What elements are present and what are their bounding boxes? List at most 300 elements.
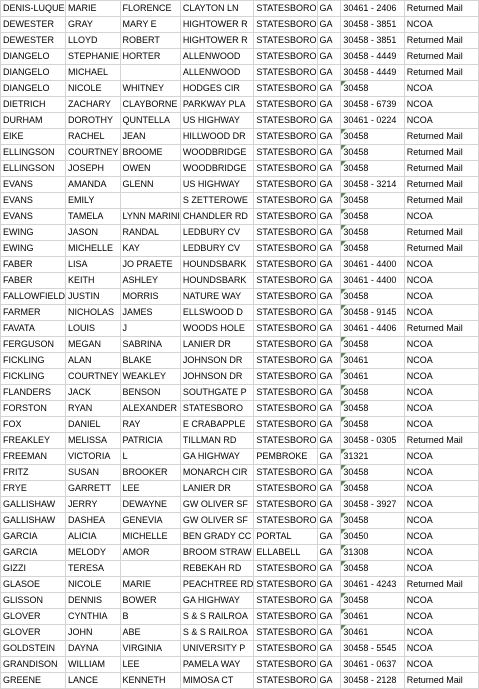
cell-zip[interactable]: 30458 — [341, 337, 404, 353]
cell-zip[interactable]: 30458 - 3851 — [341, 33, 404, 49]
cell-reason[interactable]: NCOA — [404, 657, 478, 673]
cell-state[interactable]: GA — [317, 625, 341, 641]
cell-city[interactable]: STATESBORO — [254, 401, 317, 417]
cell-first-name[interactable]: MARIE — [66, 1, 120, 17]
cell-street[interactable]: UNIVERSITY P — [180, 641, 254, 657]
cell-zip[interactable]: 30461 - 4406 — [341, 321, 404, 337]
cell-zip[interactable]: 30458 — [341, 417, 404, 433]
cell-middle-name[interactable]: MICHELLE — [120, 529, 180, 545]
cell-state[interactable]: GA — [317, 433, 341, 449]
cell-city[interactable]: STATESBORO — [254, 129, 317, 145]
cell-reason[interactable]: Returned Mail — [404, 177, 478, 193]
cell-reason[interactable]: Returned Mail — [404, 49, 478, 65]
cell-last-name[interactable]: GLISSON — [1, 593, 66, 609]
cell-street[interactable]: GW OLIVER SF — [180, 497, 254, 513]
cell-last-name[interactable]: GOLDSTEIN — [1, 641, 66, 657]
cell-middle-name[interactable]: VIRGINIA — [120, 641, 180, 657]
cell-street[interactable]: S & S RAILROA — [180, 609, 254, 625]
cell-last-name[interactable]: GRANDISON — [1, 657, 66, 673]
cell-zip[interactable]: 30458 — [341, 561, 404, 577]
cell-first-name[interactable]: MICHAEL — [66, 65, 120, 81]
cell-city[interactable]: STATESBORO — [254, 177, 317, 193]
cell-middle-name[interactable]: B — [120, 609, 180, 625]
cell-street[interactable]: MONARCH CIR — [180, 465, 254, 481]
cell-reason[interactable]: Returned Mail — [404, 145, 478, 161]
cell-middle-name[interactable]: BROOME — [120, 145, 180, 161]
cell-zip[interactable]: 31308 — [341, 545, 404, 561]
cell-city[interactable]: STATESBORO — [254, 1, 317, 17]
cell-first-name[interactable]: TERESA — [66, 561, 120, 577]
cell-middle-name[interactable]: L — [120, 449, 180, 465]
cell-state[interactable]: GA — [317, 97, 341, 113]
cell-last-name[interactable]: FALLOWFIELD — [1, 289, 66, 305]
cell-middle-name[interactable]: PATRICIA — [120, 433, 180, 449]
cell-state[interactable]: GA — [317, 641, 341, 657]
cell-reason[interactable]: NCOA — [404, 369, 478, 385]
cell-reason[interactable]: NCOA — [404, 81, 478, 97]
cell-street[interactable]: HOUNDSBARK — [180, 273, 254, 289]
cell-street[interactable]: LEDBURY CV — [180, 225, 254, 241]
cell-zip[interactable]: 30458 - 3214 — [341, 177, 404, 193]
cell-street[interactable]: US HIGHWAY — [180, 113, 254, 129]
cell-city[interactable]: STATESBORO — [254, 369, 317, 385]
cell-first-name[interactable]: VICTORIA — [66, 449, 120, 465]
cell-street[interactable]: US HIGHWAY — [180, 177, 254, 193]
cell-first-name[interactable]: ALICIA — [66, 529, 120, 545]
cell-last-name[interactable]: FARMER — [1, 305, 66, 321]
cell-state[interactable]: GA — [317, 113, 341, 129]
cell-last-name[interactable]: FOX — [1, 417, 66, 433]
cell-reason[interactable]: NCOA — [404, 273, 478, 289]
cell-street[interactable]: REBEKAH RD — [180, 561, 254, 577]
cell-middle-name[interactable]: GLENN — [120, 177, 180, 193]
cell-zip[interactable]: 30450 — [341, 529, 404, 545]
cell-street[interactable]: ELLSWOOD D — [180, 305, 254, 321]
cell-zip[interactable]: 30458 — [341, 225, 404, 241]
cell-state[interactable]: GA — [317, 257, 341, 273]
cell-middle-name[interactable]: KENNETH — [120, 673, 180, 689]
cell-reason[interactable]: Returned Mail — [404, 1, 478, 17]
cell-last-name[interactable]: FLANDERS — [1, 385, 66, 401]
cell-state[interactable]: GA — [317, 305, 341, 321]
cell-state[interactable]: GA — [317, 193, 341, 209]
cell-zip[interactable]: 30461 - 4400 — [341, 273, 404, 289]
cell-zip[interactable]: 30461 - 4243 — [341, 577, 404, 593]
cell-last-name[interactable]: ELLINGSON — [1, 161, 66, 177]
cell-first-name[interactable]: WILLIAM — [66, 657, 120, 673]
cell-street[interactable]: BROOM STRAW — [180, 545, 254, 561]
cell-zip[interactable]: 30458 — [341, 193, 404, 209]
cell-state[interactable]: GA — [317, 449, 341, 465]
cell-reason[interactable]: Returned Mail — [404, 577, 478, 593]
cell-street[interactable]: GA HIGHWAY — [180, 593, 254, 609]
cell-state[interactable]: GA — [317, 145, 341, 161]
cell-reason[interactable]: NCOA — [404, 257, 478, 273]
cell-reason[interactable]: Returned Mail — [404, 673, 478, 689]
cell-first-name[interactable]: MELISSA — [66, 433, 120, 449]
cell-zip[interactable]: 30458 - 3927 — [341, 497, 404, 513]
cell-reason[interactable]: Returned Mail — [404, 161, 478, 177]
cell-state[interactable]: GA — [317, 81, 341, 97]
cell-last-name[interactable]: ELLINGSON — [1, 145, 66, 161]
cell-reason[interactable]: Returned Mail — [404, 225, 478, 241]
cell-street[interactable]: PAMELA WAY — [180, 657, 254, 673]
cell-city[interactable]: STATESBORO — [254, 209, 317, 225]
cell-first-name[interactable]: LOUIS — [66, 321, 120, 337]
cell-street[interactable]: PEACHTREE RD — [180, 577, 254, 593]
cell-last-name[interactable]: GALLISHAW — [1, 497, 66, 513]
cell-first-name[interactable]: AMANDA — [66, 177, 120, 193]
cell-city[interactable]: STATESBORO — [254, 241, 317, 257]
cell-city[interactable]: STATESBORO — [254, 577, 317, 593]
cell-reason[interactable]: NCOA — [404, 417, 478, 433]
cell-reason[interactable]: NCOA — [404, 641, 478, 657]
cell-last-name[interactable]: GALLISHAW — [1, 513, 66, 529]
cell-last-name[interactable]: DENIS-LUQUE — [1, 1, 66, 17]
cell-state[interactable]: GA — [317, 225, 341, 241]
cell-last-name[interactable]: FREAKLEY — [1, 433, 66, 449]
cell-state[interactable]: GA — [317, 209, 341, 225]
cell-state[interactable]: GA — [317, 321, 341, 337]
cell-middle-name[interactable]: GENEVIA — [120, 513, 180, 529]
cell-zip[interactable]: 30458 — [341, 513, 404, 529]
cell-city[interactable]: STATESBORO — [254, 513, 317, 529]
cell-city[interactable]: STATESBORO — [254, 49, 317, 65]
cell-street[interactable]: ALLENWOOD — [180, 49, 254, 65]
cell-first-name[interactable]: JOSEPH — [66, 161, 120, 177]
cell-reason[interactable]: NCOA — [404, 465, 478, 481]
cell-street[interactable]: JOHNSON DR — [180, 353, 254, 369]
cell-state[interactable]: GA — [317, 401, 341, 417]
cell-street[interactable]: S & S RAILROA — [180, 625, 254, 641]
cell-last-name[interactable]: EVANS — [1, 209, 66, 225]
cell-first-name[interactable]: DOROTHY — [66, 113, 120, 129]
cell-last-name[interactable]: FICKLING — [1, 369, 66, 385]
cell-last-name[interactable]: FERGUSON — [1, 337, 66, 353]
cell-middle-name[interactable]: ROBERT — [120, 33, 180, 49]
cell-reason[interactable]: NCOA — [404, 481, 478, 497]
cell-zip[interactable]: 30458 — [341, 129, 404, 145]
cell-middle-name[interactable] — [120, 65, 180, 81]
cell-city[interactable]: STATESBORO — [254, 497, 317, 513]
cell-zip[interactable]: 30458 — [341, 241, 404, 257]
cell-city[interactable]: STATESBORO — [254, 273, 317, 289]
cell-middle-name[interactable]: ALEXANDER — [120, 401, 180, 417]
cell-city[interactable]: STATESBORO — [254, 593, 317, 609]
cell-state[interactable]: GA — [317, 465, 341, 481]
cell-first-name[interactable]: KEITH — [66, 273, 120, 289]
cell-reason[interactable]: NCOA — [404, 529, 478, 545]
cell-middle-name[interactable]: AMOR — [120, 545, 180, 561]
cell-zip[interactable]: 30458 — [341, 81, 404, 97]
cell-reason[interactable]: NCOA — [404, 561, 478, 577]
cell-zip[interactable]: 30458 — [341, 161, 404, 177]
cell-city[interactable]: STATESBORO — [254, 289, 317, 305]
cell-last-name[interactable]: FORSTON — [1, 401, 66, 417]
cell-first-name[interactable]: DENNIS — [66, 593, 120, 609]
cell-zip[interactable]: 30458 — [341, 401, 404, 417]
cell-middle-name[interactable]: MARY E — [120, 17, 180, 33]
cell-last-name[interactable]: DURHAM — [1, 113, 66, 129]
cell-last-name[interactable]: FRITZ — [1, 465, 66, 481]
cell-city[interactable]: STATESBORO — [254, 673, 317, 689]
cell-reason[interactable]: Returned Mail — [404, 65, 478, 81]
cell-zip[interactable]: 30458 - 5545 — [341, 641, 404, 657]
cell-middle-name[interactable]: MARIE — [120, 577, 180, 593]
cell-city[interactable]: STATESBORO — [254, 465, 317, 481]
cell-reason[interactable]: NCOA — [404, 113, 478, 129]
cell-street[interactable]: CLAYTON LN — [180, 1, 254, 17]
cell-street[interactable]: STATESBORO — [180, 401, 254, 417]
cell-zip[interactable]: 30461 — [341, 369, 404, 385]
cell-last-name[interactable]: FREEMAN — [1, 449, 66, 465]
cell-first-name[interactable]: MICHELLE — [66, 241, 120, 257]
cell-state[interactable]: GA — [317, 657, 341, 673]
cell-state[interactable]: GA — [317, 161, 341, 177]
cell-last-name[interactable]: DIANGELO — [1, 49, 66, 65]
cell-zip[interactable]: 30458 - 3851 — [341, 17, 404, 33]
cell-street[interactable]: ALLENWOOD — [180, 65, 254, 81]
cell-last-name[interactable]: GREENE — [1, 673, 66, 689]
cell-zip[interactable]: 30461 — [341, 609, 404, 625]
cell-state[interactable]: GA — [317, 353, 341, 369]
cell-middle-name[interactable] — [120, 193, 180, 209]
cell-city[interactable]: STATESBORO — [254, 433, 317, 449]
cell-first-name[interactable]: SUSAN — [66, 465, 120, 481]
cell-city[interactable]: STATESBORO — [254, 609, 317, 625]
cell-first-name[interactable]: DASHEA — [66, 513, 120, 529]
cell-zip[interactable]: 30458 — [341, 593, 404, 609]
cell-last-name[interactable]: FAVATA — [1, 321, 66, 337]
cell-reason[interactable]: NCOA — [404, 513, 478, 529]
cell-street[interactable]: GW OLIVER SF — [180, 513, 254, 529]
cell-state[interactable]: GA — [317, 17, 341, 33]
cell-middle-name[interactable]: KAY — [120, 241, 180, 257]
cell-reason[interactable]: NCOA — [404, 353, 478, 369]
cell-reason[interactable]: NCOA — [404, 385, 478, 401]
cell-last-name[interactable]: GLOVER — [1, 609, 66, 625]
cell-state[interactable]: GA — [317, 593, 341, 609]
cell-reason[interactable]: NCOA — [404, 337, 478, 353]
cell-city[interactable]: STATESBORO — [254, 625, 317, 641]
cell-state[interactable]: GA — [317, 337, 341, 353]
cell-middle-name[interactable]: JO PRAETE — [120, 257, 180, 273]
cell-zip[interactable]: 30458 — [341, 289, 404, 305]
cell-city[interactable]: STATESBORO — [254, 305, 317, 321]
cell-city[interactable]: STATESBORO — [254, 161, 317, 177]
cell-state[interactable]: GA — [317, 673, 341, 689]
cell-last-name[interactable]: GIZZI — [1, 561, 66, 577]
cell-city[interactable]: STATESBORO — [254, 353, 317, 369]
cell-last-name[interactable]: EVANS — [1, 193, 66, 209]
cell-city[interactable]: STATESBORO — [254, 385, 317, 401]
cell-middle-name[interactable]: QUNTELLA — [120, 113, 180, 129]
cell-state[interactable]: GA — [317, 177, 341, 193]
cell-city[interactable]: STATESBORO — [254, 145, 317, 161]
cell-reason[interactable]: Returned Mail — [404, 241, 478, 257]
cell-zip[interactable]: 30458 - 0305 — [341, 433, 404, 449]
cell-middle-name[interactable]: HORTER — [120, 49, 180, 65]
cell-street[interactable]: WOODBRIDGE — [180, 161, 254, 177]
cell-last-name[interactable]: GLASOE — [1, 577, 66, 593]
cell-first-name[interactable]: EMILY — [66, 193, 120, 209]
cell-middle-name[interactable]: RAY — [120, 417, 180, 433]
cell-state[interactable]: GA — [317, 545, 341, 561]
cell-middle-name[interactable]: ABE — [120, 625, 180, 641]
cell-reason[interactable]: NCOA — [404, 497, 478, 513]
cell-middle-name[interactable]: J — [120, 321, 180, 337]
cell-first-name[interactable]: JUSTIN — [66, 289, 120, 305]
cell-first-name[interactable]: NICOLE — [66, 81, 120, 97]
cell-street[interactable]: HILLWOOD DR — [180, 129, 254, 145]
cell-zip[interactable]: 30458 — [341, 481, 404, 497]
cell-city[interactable]: PEMBROKE — [254, 449, 317, 465]
cell-middle-name[interactable]: JEAN — [120, 129, 180, 145]
cell-last-name[interactable]: DIETRICH — [1, 97, 66, 113]
cell-middle-name[interactable]: LEE — [120, 481, 180, 497]
cell-street[interactable]: HIGHTOWER R — [180, 17, 254, 33]
cell-street[interactable]: GA HIGHWAY — [180, 449, 254, 465]
cell-city[interactable]: STATESBORO — [254, 17, 317, 33]
cell-reason[interactable]: NCOA — [404, 97, 478, 113]
cell-city[interactable]: STATESBORO — [254, 97, 317, 113]
cell-middle-name[interactable]: JAMES — [120, 305, 180, 321]
cell-last-name[interactable]: FABER — [1, 273, 66, 289]
cell-middle-name[interactable]: ASHLEY — [120, 273, 180, 289]
cell-state[interactable]: GA — [317, 561, 341, 577]
cell-street[interactable]: HODGES CIR — [180, 81, 254, 97]
cell-reason[interactable]: NCOA — [404, 609, 478, 625]
cell-street[interactable]: S ZETTEROWE — [180, 193, 254, 209]
cell-reason[interactable]: Returned Mail — [404, 193, 478, 209]
cell-reason[interactable]: NCOA — [404, 593, 478, 609]
cell-first-name[interactable]: COURTNEY — [66, 145, 120, 161]
cell-last-name[interactable]: DEWESTER — [1, 17, 66, 33]
cell-first-name[interactable]: DAYNA — [66, 641, 120, 657]
cell-reason[interactable]: NCOA — [404, 449, 478, 465]
cell-first-name[interactable]: RYAN — [66, 401, 120, 417]
cell-state[interactable]: GA — [317, 513, 341, 529]
cell-street[interactable]: JOHNSON DR — [180, 369, 254, 385]
cell-street[interactable]: HIGHTOWER R — [180, 33, 254, 49]
cell-state[interactable]: GA — [317, 49, 341, 65]
cell-state[interactable]: GA — [317, 529, 341, 545]
cell-street[interactable]: BEN GRADY CC — [180, 529, 254, 545]
cell-first-name[interactable]: LLOYD — [66, 33, 120, 49]
cell-state[interactable]: GA — [317, 129, 341, 145]
cell-zip[interactable]: 30458 - 4449 — [341, 49, 404, 65]
cell-city[interactable]: STATESBORO — [254, 113, 317, 129]
cell-last-name[interactable]: EWING — [1, 225, 66, 241]
cell-last-name[interactable]: GARCIA — [1, 545, 66, 561]
cell-city[interactable]: STATESBORO — [254, 65, 317, 81]
cell-middle-name[interactable]: BROOKER — [120, 465, 180, 481]
cell-zip[interactable]: 30458 — [341, 465, 404, 481]
cell-state[interactable]: GA — [317, 577, 341, 593]
cell-first-name[interactable]: JERRY — [66, 497, 120, 513]
cell-middle-name[interactable]: BENSON — [120, 385, 180, 401]
cell-middle-name[interactable]: BOWER — [120, 593, 180, 609]
cell-last-name[interactable]: DIANGELO — [1, 65, 66, 81]
cell-state[interactable]: GA — [317, 609, 341, 625]
cell-zip[interactable]: 30461 - 0224 — [341, 113, 404, 129]
cell-reason[interactable]: NCOA — [404, 17, 478, 33]
cell-zip[interactable]: 30461 - 0637 — [341, 657, 404, 673]
cell-city[interactable]: STATESBORO — [254, 481, 317, 497]
cell-first-name[interactable]: GARRETT — [66, 481, 120, 497]
cell-zip[interactable]: 31321 — [341, 449, 404, 465]
cell-first-name[interactable]: RACHEL — [66, 129, 120, 145]
cell-last-name[interactable]: FRYE — [1, 481, 66, 497]
cell-street[interactable]: CHANDLER RD — [180, 209, 254, 225]
cell-city[interactable]: STATESBORO — [254, 321, 317, 337]
cell-first-name[interactable]: DANIEL — [66, 417, 120, 433]
cell-state[interactable]: GA — [317, 481, 341, 497]
cell-zip[interactable]: 30461 — [341, 625, 404, 641]
cell-middle-name[interactable]: LYNN MARINI — [120, 209, 180, 225]
cell-reason[interactable]: NCOA — [404, 401, 478, 417]
cell-street[interactable]: TILLMAN RD — [180, 433, 254, 449]
cell-city[interactable]: STATESBORO — [254, 337, 317, 353]
cell-first-name[interactable]: TAMELA — [66, 209, 120, 225]
cell-reason[interactable]: Returned Mail — [404, 33, 478, 49]
cell-last-name[interactable]: GLOVER — [1, 625, 66, 641]
cell-middle-name[interactable]: SABRINA — [120, 337, 180, 353]
cell-street[interactable]: SOUTHGATE P — [180, 385, 254, 401]
cell-last-name[interactable]: EIKE — [1, 129, 66, 145]
cell-middle-name[interactable]: RANDAL — [120, 225, 180, 241]
cell-middle-name[interactable]: WHITNEY — [120, 81, 180, 97]
cell-first-name[interactable]: LISA — [66, 257, 120, 273]
cell-state[interactable]: GA — [317, 385, 341, 401]
cell-reason[interactable]: Returned Mail — [404, 433, 478, 449]
cell-state[interactable]: GA — [317, 497, 341, 513]
cell-reason[interactable]: NCOA — [404, 305, 478, 321]
cell-city[interactable]: STATESBORO — [254, 641, 317, 657]
cell-city[interactable]: STATESBORO — [254, 417, 317, 433]
cell-reason[interactable]: NCOA — [404, 545, 478, 561]
cell-last-name[interactable]: GARCIA — [1, 529, 66, 545]
cell-state[interactable]: GA — [317, 417, 341, 433]
cell-zip[interactable]: 30461 - 4400 — [341, 257, 404, 273]
cell-zip[interactable]: 30458 - 2128 — [341, 673, 404, 689]
cell-zip[interactable]: 30458 — [341, 385, 404, 401]
cell-last-name[interactable]: EVANS — [1, 177, 66, 193]
cell-state[interactable]: GA — [317, 1, 341, 17]
cell-first-name[interactable]: STEPHANIE — [66, 49, 120, 65]
cell-zip[interactable]: 30458 - 9145 — [341, 305, 404, 321]
cell-zip[interactable]: 30461 — [341, 353, 404, 369]
cell-middle-name[interactable]: CLAYBORNE — [120, 97, 180, 113]
cell-street[interactable]: WOODBRIDGE — [180, 145, 254, 161]
cell-state[interactable]: GA — [317, 65, 341, 81]
cell-city[interactable]: STATESBORO — [254, 225, 317, 241]
cell-last-name[interactable]: FABER — [1, 257, 66, 273]
cell-city[interactable]: STATESBORO — [254, 561, 317, 577]
cell-first-name[interactable]: ZACHARY — [66, 97, 120, 113]
cell-city[interactable]: STATESBORO — [254, 33, 317, 49]
cell-first-name[interactable]: CYNTHIA — [66, 609, 120, 625]
cell-zip[interactable]: 30458 - 4449 — [341, 65, 404, 81]
cell-first-name[interactable]: NICHOLAS — [66, 305, 120, 321]
cell-city[interactable]: STATESBORO — [254, 81, 317, 97]
cell-street[interactable]: PARKWAY PLA — [180, 97, 254, 113]
cell-last-name[interactable]: DEWESTER — [1, 33, 66, 49]
cell-state[interactable]: GA — [317, 33, 341, 49]
cell-first-name[interactable]: ALAN — [66, 353, 120, 369]
cell-first-name[interactable]: NICOLE — [66, 577, 120, 593]
cell-city[interactable]: STATESBORO — [254, 257, 317, 273]
